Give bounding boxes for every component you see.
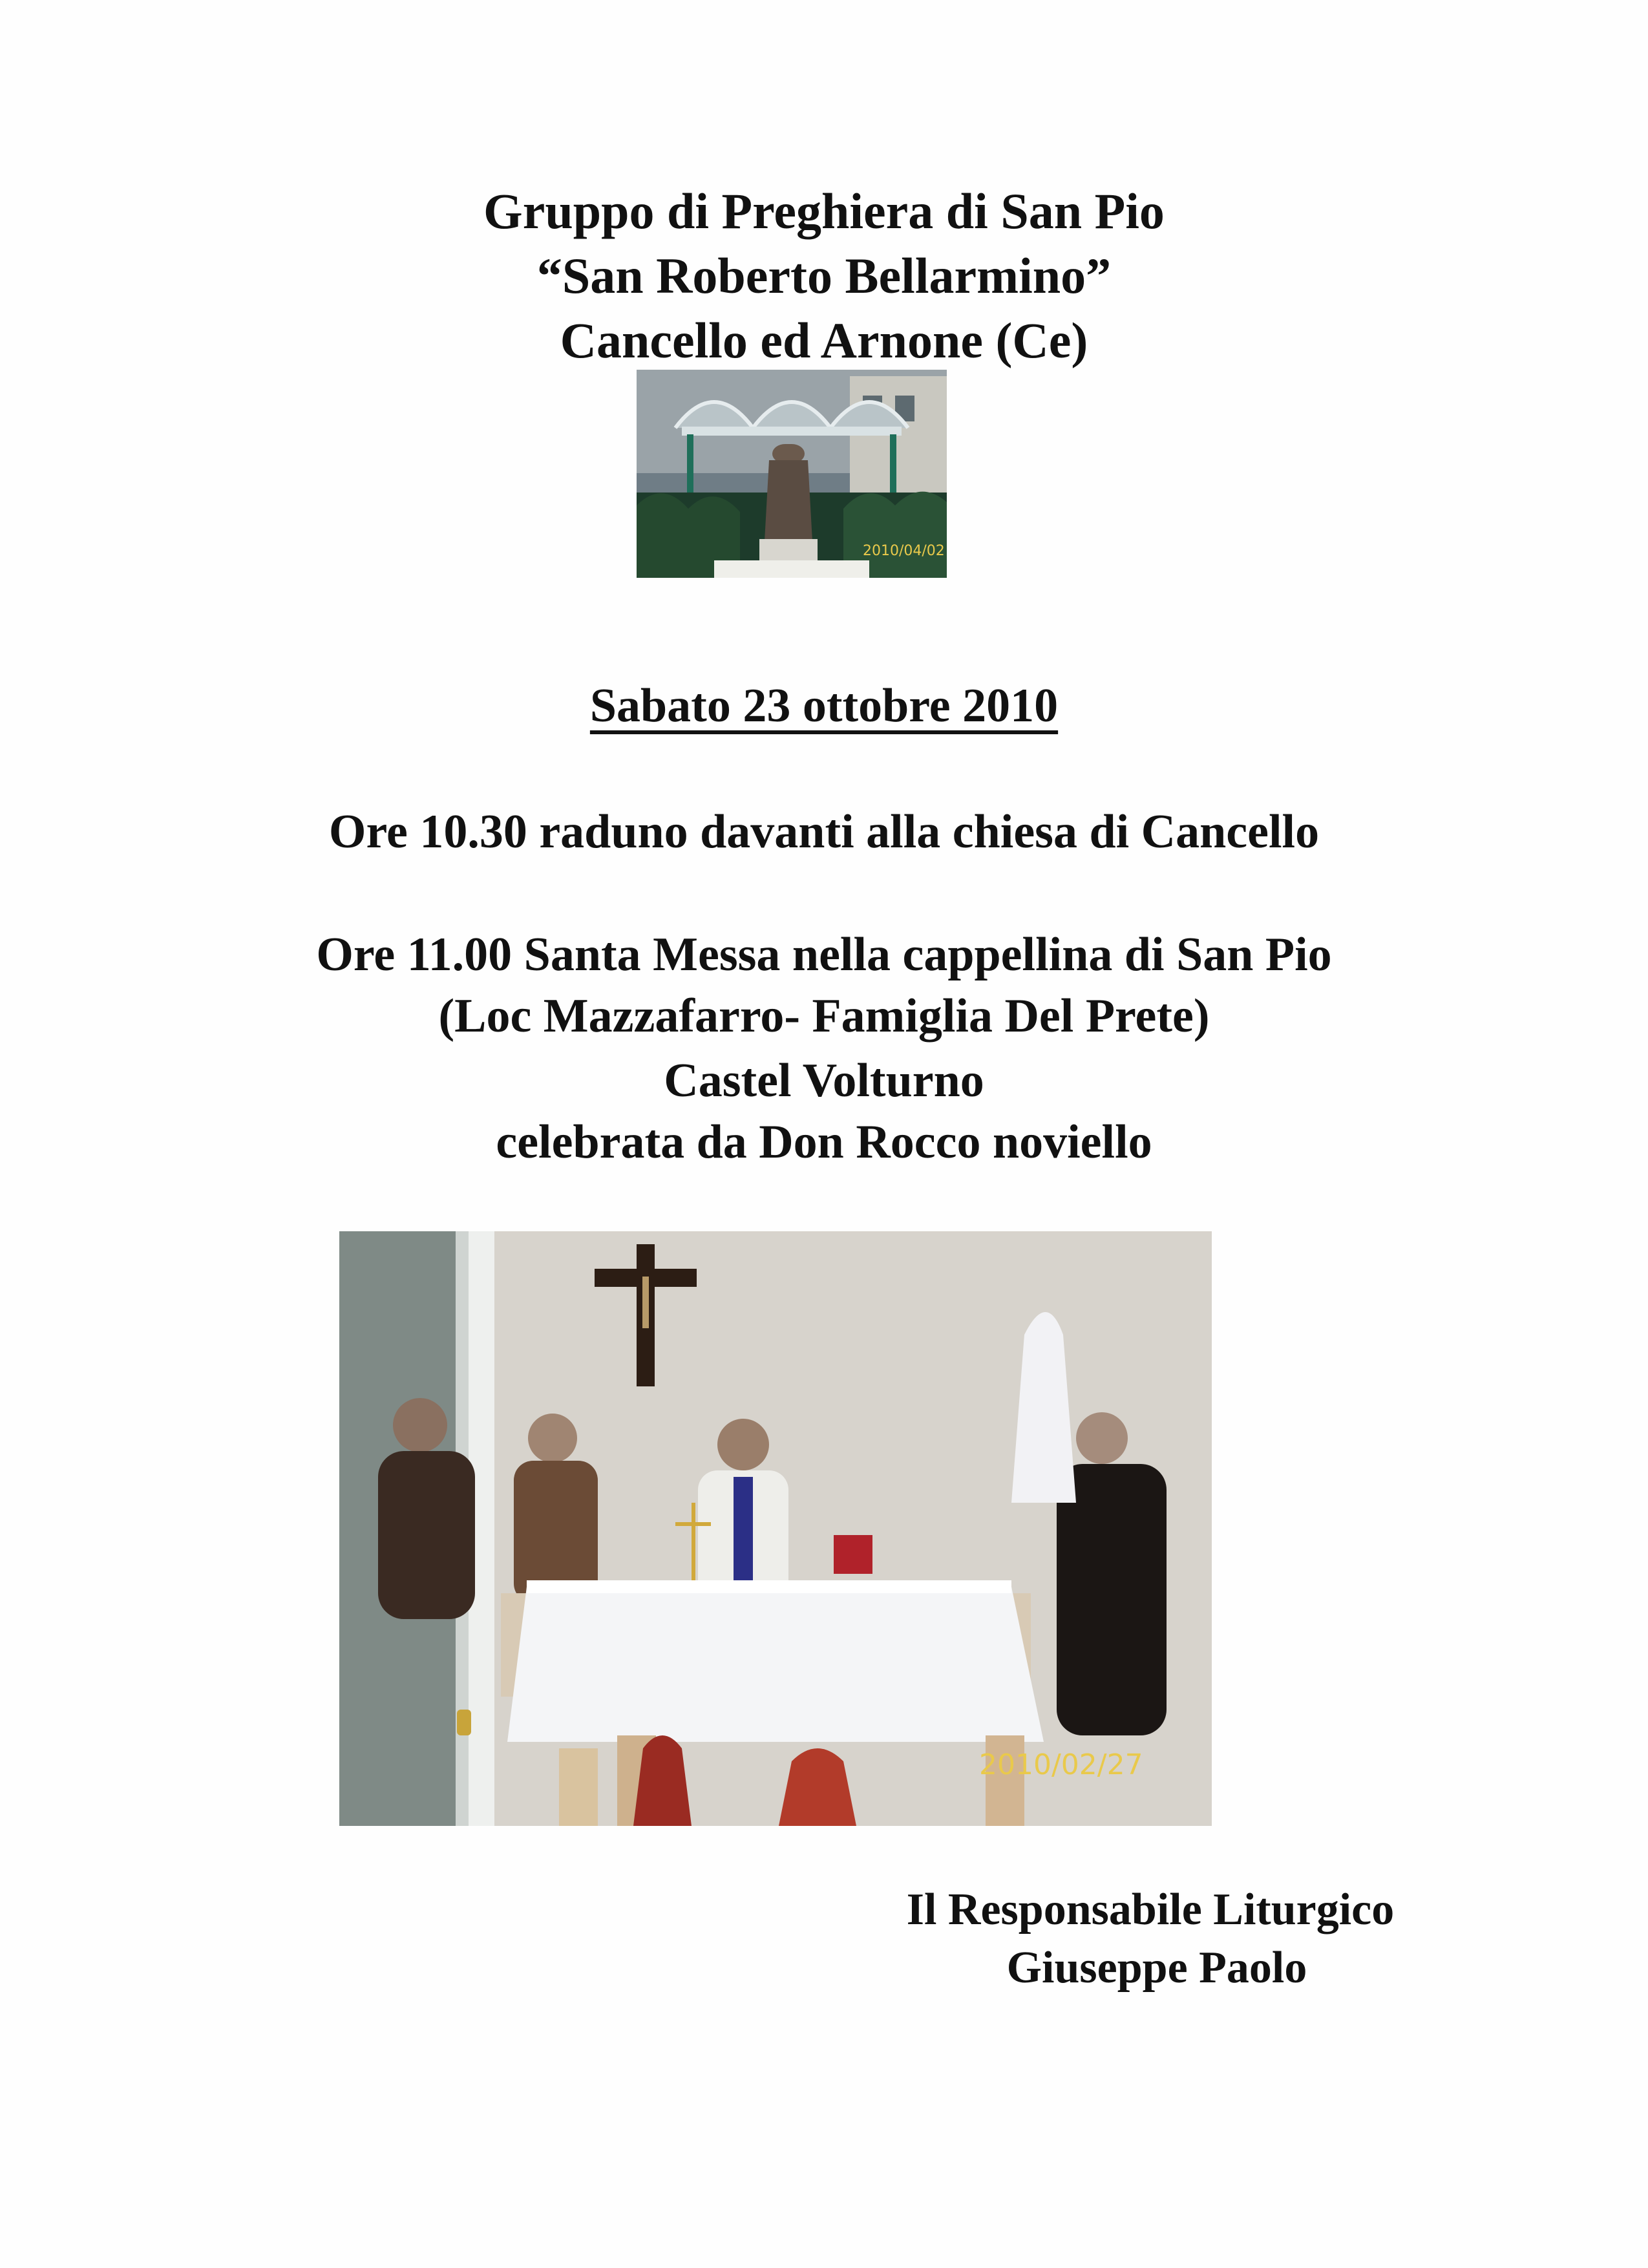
mass-town: Castel Volturno [664,1054,984,1107]
photo-chapel-mass [339,1231,1212,1826]
photo-timestamp: 2010/04/02 [863,543,945,559]
mass-time: Ore 11.00 Santa Messa nella cappellina di San Pio [316,928,1332,981]
group-subtitle: “San Roberto Bellarmino” [536,248,1112,304]
photo-timestamp: 2010/02/27 [979,1748,1143,1781]
group-name: Gruppo di Preghiera di San Pio [483,183,1165,239]
event-date: Sabato 23 ottobre 2010 [589,679,1059,732]
mass-location: (Loc Mazzafarro- Famiglia Del Prete) [438,990,1210,1043]
group-location: Cancello ed Arnone (Ce) [560,312,1088,368]
mass-celebrant: celebrata da Don Rocco noviello [496,1116,1152,1169]
photo-statue-shrine [637,370,947,578]
signature-role: Il Responsabile Liturgico [906,1885,1395,1934]
signature-name: Giuseppe Paolo [1006,1943,1307,1993]
gathering-time: Ore 10.30 raduno davanti alla chiesa di Cancello [328,805,1320,858]
